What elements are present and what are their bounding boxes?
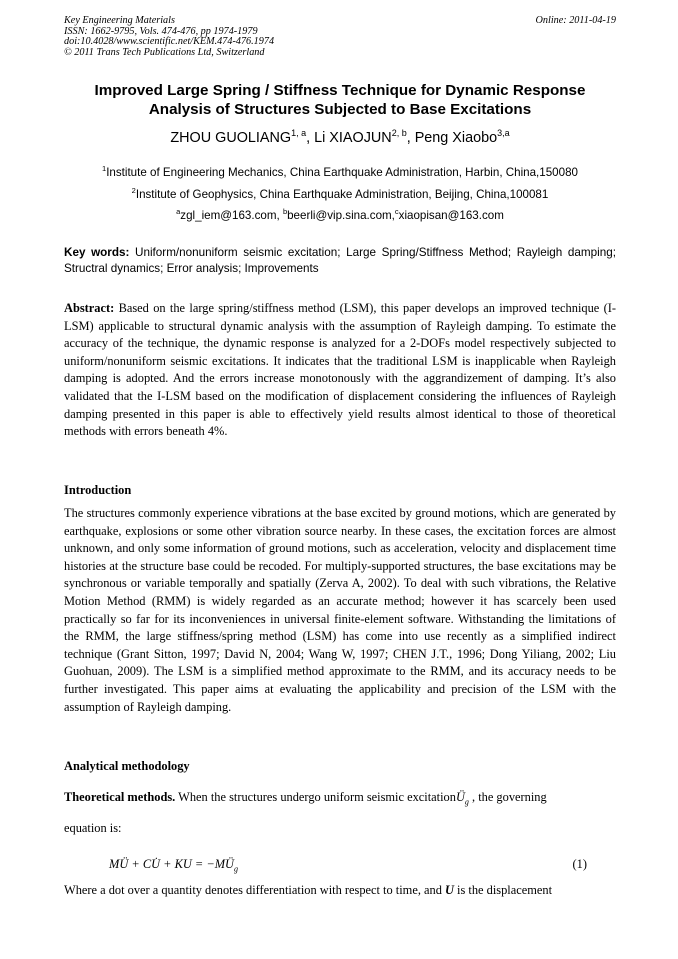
issn-line: ISSN: 1662-9795, Vols. 474-476, pp 1974-1979 <box>64 25 258 37</box>
email-a-superscript: a <box>176 207 181 216</box>
theoretical-methods-label: Theoretical methods. <box>64 790 176 804</box>
affiliation-2-superscript: 2 <box>131 186 136 195</box>
paper-title <box>64 82 616 119</box>
online-date: Online: 2011-04-19 <box>535 15 616 26</box>
equation-intro-line: equation is: <box>64 821 122 835</box>
introduction-heading: Introduction <box>64 483 132 497</box>
methodology-heading: Analytical methodology <box>64 759 190 773</box>
ground-acceleration-subscript: g <box>464 797 469 807</box>
email-b: beerli@vip.sina.com, <box>287 209 395 222</box>
keywords-block <box>64 245 616 277</box>
ground-acceleration-symbol <box>455 790 469 807</box>
email-b-superscript: b <box>282 207 288 216</box>
displacement-symbol: U <box>445 883 454 897</box>
author-1-superscript: 1, a <box>291 128 307 138</box>
affiliation-2-text: Institute of Geophysics, China Earthquake Administration, Beijing, China,100081 <box>135 188 549 201</box>
ground-acceleration-letter: Ü <box>455 790 465 804</box>
keywords-text: Uniform/nonuniform seismic excitation; Large Spring/Stiffness Method; Rayleigh damping; Structral dynamics; Error analysis; Improvements <box>64 246 616 275</box>
affiliation-1 <box>64 166 616 180</box>
doi-line: doi:10.4028/www.scientific.net/KEM.474-476.1974 <box>64 36 275 48</box>
author-2: , Li XIAOJUN <box>306 130 392 146</box>
email-a: zgl_iem@163.com, <box>180 209 283 222</box>
title-line-1: Improved Large Spring / Stiffness Technique for Dynamic Response <box>94 82 586 99</box>
introduction-paragraph: The structures commonly experience vibrations at the base excited by ground motions, which are generated by earthquake, explosions or some other vibration source nearby. In these cases, the excitation forces are almost unknown, and only some information of ground motions, such as acceleration, velocity and displacement time histories at the structure base could be recoded. For multiply-supported structures, the base excitations may be synchronous or variable temporally and spatially (Zerva A, 2002). To deal with such vibrations, the Relative Motion Method (RMM) is widely regarded as an accurate method; however it has scarcely been used practically so far for its inconveniences in universal finite-element software. Withstanding the limitations of the RMM, the large stiffness/spring method (LSM) has come into use recently as a simplified indirect technique (Grant Sitton, 1997; David N, 2004; Wang W, 1997; CHEN J.T., 1996; Dong Yiliang, 2002; Liu Guohuan, 2009). The LSM is a simplified method approximate to the RMM, and its accuracy needs to be further investigated. This paper aims at evaluating the applicability and precision of the LSM with the assumption of Rayleigh damping. <box>64 506 616 714</box>
abstract-label: Abstract: <box>64 301 115 315</box>
closing-text-start: Where a dot over a quantity denotes differentiation with respect to time, and <box>64 883 445 897</box>
email-c: xiaopisan@163.com <box>398 209 504 222</box>
theoretical-methods-text: When the structures undergo uniform seismic excitation <box>175 790 456 804</box>
author-1: ZHOU GUOLIANG <box>170 130 292 146</box>
publication-header <box>64 16 616 58</box>
copyright-line: © 2011 Trans Tech Publications Ltd, Switzerland <box>64 46 265 58</box>
abstract-block <box>64 300 616 441</box>
affiliation-1-text: Institute of Engineering Mechanics, China Earthquake Administration, Harbin, China,150080 <box>106 166 578 179</box>
author-2-superscript: 2, b <box>391 128 407 138</box>
email-c-superscript: c <box>394 207 399 216</box>
author-3: , Peng Xiaobo <box>406 130 498 146</box>
journal-name: Key Engineering Materials <box>64 15 175 26</box>
closing-line <box>64 882 616 900</box>
theoretical-methods-text-end: , the governing <box>468 790 547 804</box>
author-list <box>64 129 616 147</box>
email-line <box>64 209 616 223</box>
abstract-text: Based on the large spring/stiffness method (LSM), this paper develops an improved technique (I-LSM) applicable to structural dynamic analysis with the assumption of Rayleigh damping. To estimate the accuracy of the technique, the dynamic response is analyzed for a 2-DOFs model respectively subjected to uniform/nonuniform seismic excitations. It indicates that the traditional LSM is inapplicable when Rayleigh damping is adopted. And the errors increase monotonously with the aggrandizement of damping. It’s also validated that the I-LSM based on the modification of displacement considering the influences of Rayleigh damping presented in this paper is able to effectively yield results almost identical to those of theoretical methods with errors beneath 4%. <box>64 301 616 439</box>
keywords-label: Key words: <box>64 246 130 259</box>
author-3-superscript: 3,a <box>497 128 510 138</box>
affiliation-2 <box>64 188 616 202</box>
theoretical-methods-line <box>64 789 616 811</box>
equation-expression: MÜ + CU̇ + KU = −MÜ <box>109 857 234 871</box>
governing-equation <box>109 856 587 877</box>
affiliation-1-superscript: 1 <box>102 164 107 173</box>
closing-text-end: is the displacement <box>453 883 553 897</box>
equation-subscript: g <box>234 864 238 874</box>
equation-number: (1) <box>572 857 587 871</box>
title-line-2: Analysis of Structures Subjected to Base Excitations <box>148 100 532 118</box>
